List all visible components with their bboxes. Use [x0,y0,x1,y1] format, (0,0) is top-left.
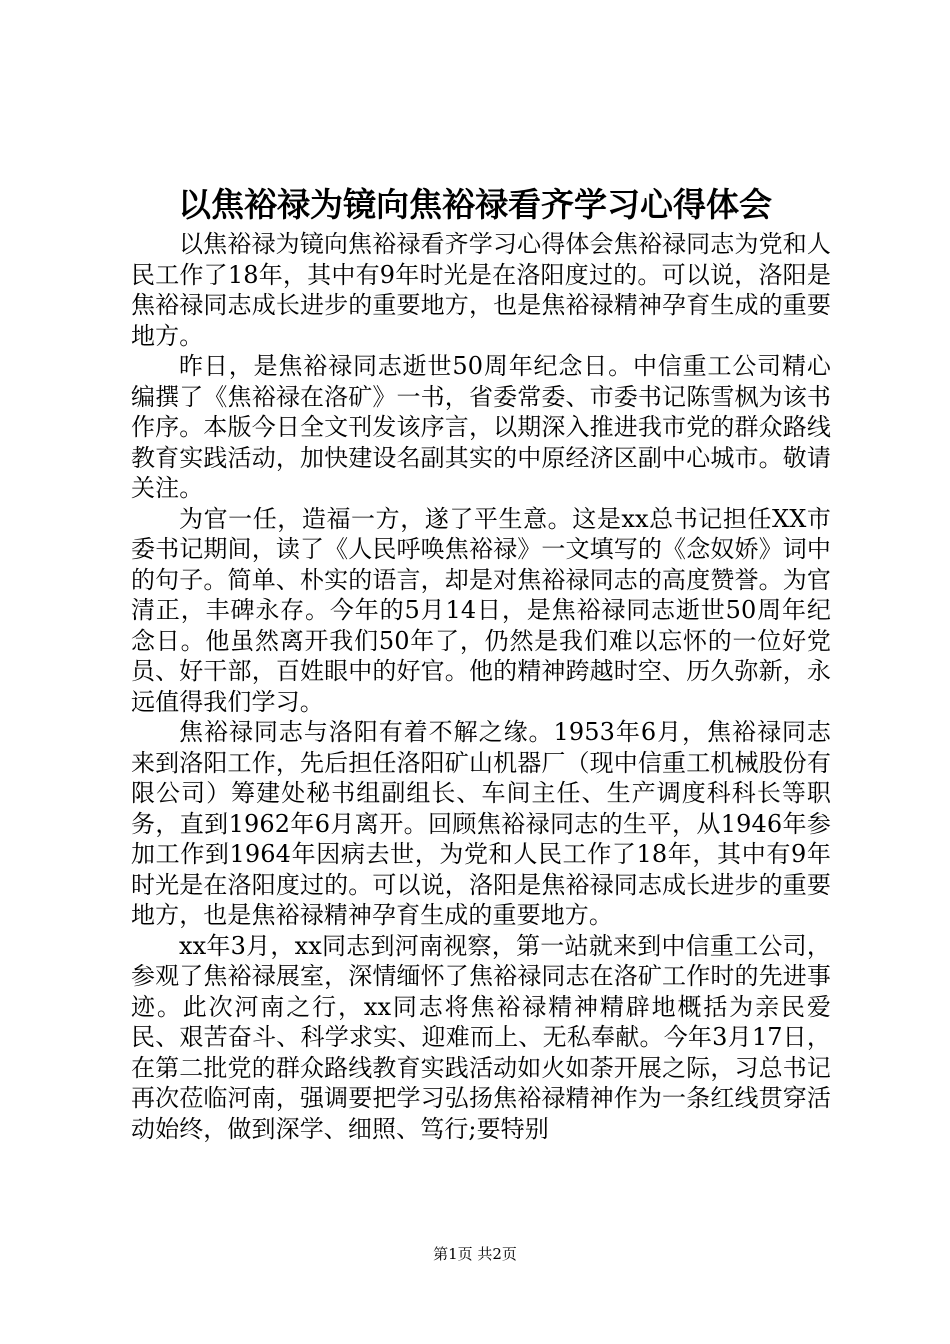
paragraph: 以焦裕禄为镜向焦裕禄看齐学习心得体会焦裕禄同志为党和人民工作了18年，其中有9年时光是在洛阳度过的。可以说，洛阳是焦裕禄同志成长进步的重要地方，也是焦裕禄精神孕育生成的重要地方。 [131,230,831,350]
paragraph: xx年3月，xx同志到河南视察，第一站就来到中信重工公司，参观了焦裕禄展室，深情缅怀了焦裕禄同志在洛矿工作时的先进事迹。此次河南之行，xx同志将焦裕禄精神精辟地概括为亲民爱民、艰苦奋斗、科学求实、迎难而上、无私奉献。今年3月17日，在第二批党的群众路线教育实践活动如火如荼开展之际，习总书记再次莅临河南，强调要把学习弘扬焦裕禄精神作为一条红线贯穿活动始终，做到深学、细照、笃行;要特别 [131,931,831,1143]
paragraph: 焦裕禄同志与洛阳有着不解之缘。1953年6月，焦裕禄同志来到洛阳工作，先后担任洛阳矿山机器厂（现中信重工机械股份有限公司）筹建处秘书组副组长、车间主任、生产调度科科长等职务，直到1962年6月离开。回顾焦裕禄同志的生平，从1946年参加工作到1964年因病去世，为党和人民工作了18年，其中有9年时光是在洛阳度过的。可以说，洛阳是焦裕禄同志成长进步的重要地方，也是焦裕禄精神孕育生成的重要地方。 [131,718,831,929]
document-title: 以焦裕禄为镜向焦裕禄看齐学习心得体会 [178,185,772,224]
document-body [131,229,831,1144]
page-footer: 第1页 共2页 [433,1245,517,1263]
paragraph: 为官一任，造福一方，遂了平生意。这是xx总书记担任XX市委书记期间，读了《人民呼唤焦裕禄》一文填写的《念奴娇》词中的句子。简单、朴实的语言，却是对焦裕禄同志的高度赞誉。为官清正，丰碑永存。今年的5月14日，是焦裕禄同志逝世50周年纪念日。他虽然离开我们50年了，仍然是我们难以忘怀的一位好党员、好干部，百姓眼中的好官。他的精神跨越时空、历久弥新，永远值得我们学习。 [131,504,831,716]
paragraph: 昨日，是焦裕禄同志逝世50周年纪念日。中信重工公司精心编撰了《焦裕禄在洛矿》一书，省委常委、市委书记陈雪枫为该书作序。本版今日全文刊发该序言，以期深入推进我市党的群众路线教育实践活动，加快建设名副其实的中原经济区副中心城市。敬请关注。 [131,352,831,502]
